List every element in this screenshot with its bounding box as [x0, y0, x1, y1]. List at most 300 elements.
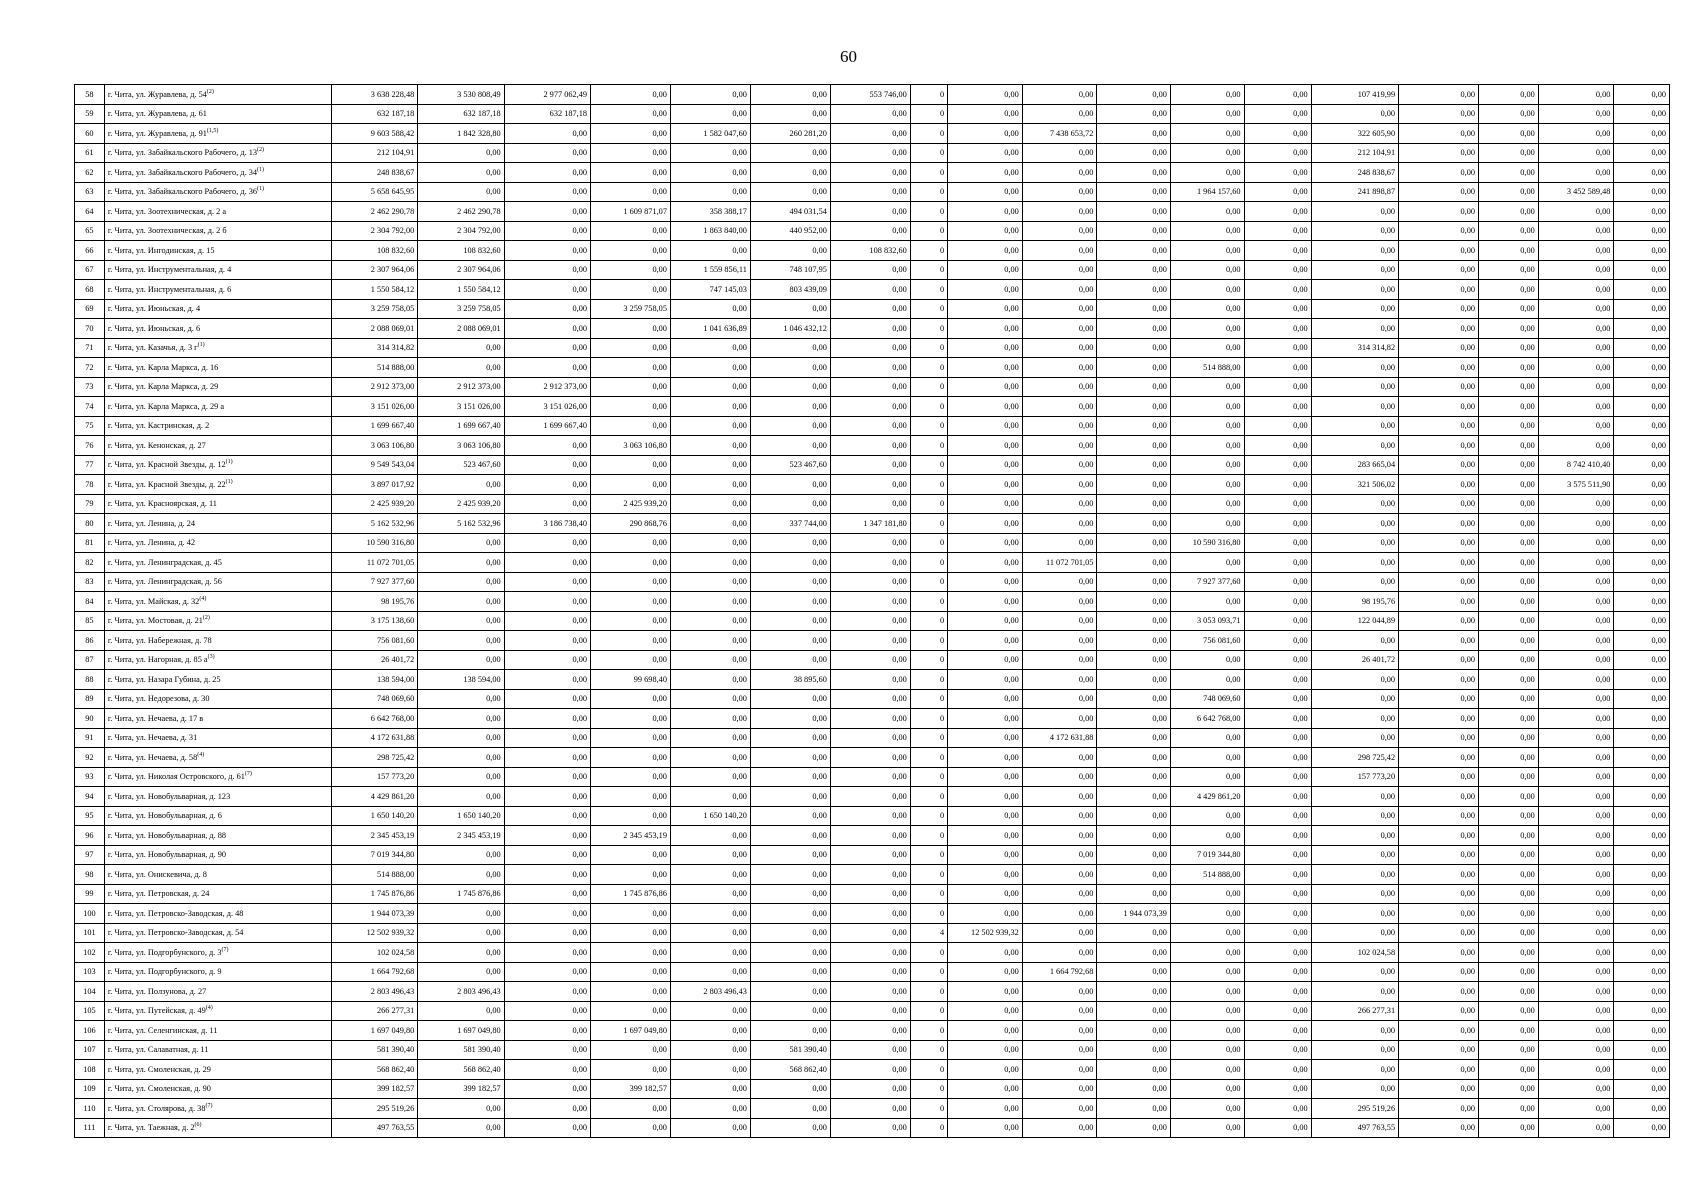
amount-cell: 212 104,91 [1311, 143, 1398, 163]
amount-cell: 0,00 [830, 1021, 910, 1041]
count-cell: 0 [910, 1099, 947, 1119]
amount-cell: 0,00 [1097, 1060, 1171, 1080]
amount-cell: 0,00 [750, 182, 830, 202]
amount-cell: 0,00 [1399, 319, 1479, 339]
amount-cell: 0,00 [830, 670, 910, 690]
amount-cell: 0,00 [1244, 1118, 1311, 1138]
amount-cell: 2 345 453,19 [418, 826, 504, 846]
amount-cell: 4 429 861,20 [1170, 787, 1244, 807]
count-cell: 0 [910, 1021, 947, 1041]
amount-cell: 0,00 [1244, 182, 1311, 202]
amount-cell: 0,00 [1479, 377, 1539, 397]
amount-cell: 0,00 [830, 1060, 910, 1080]
amount-cell: 0,00 [504, 709, 590, 729]
amount-cell: 0,00 [948, 982, 1023, 1002]
table-row [75, 592, 1670, 612]
row-number: 84 [75, 592, 105, 612]
footnote-mark: (4) [197, 751, 205, 758]
address-text: г. Чита, ул. Таежная, д. 2 [107, 1123, 195, 1133]
amount-cell: 0,00 [670, 1118, 750, 1138]
table-row [75, 806, 1670, 826]
amount-cell: 0,00 [418, 865, 504, 885]
amount-cell: 0,00 [504, 748, 590, 768]
amount-cell: 0,00 [591, 572, 671, 592]
amount-cell: 0,00 [1244, 85, 1311, 105]
row-number: 105 [75, 1001, 105, 1021]
amount-cell: 0,00 [750, 689, 830, 709]
amount-cell: 0,00 [830, 689, 910, 709]
amount-cell: 0,00 [1311, 377, 1398, 397]
amount-cell: 0,00 [1170, 767, 1244, 787]
amount-cell: 0,00 [1097, 553, 1171, 573]
count-cell: 0 [910, 1001, 947, 1021]
amount-cell: 3 530 808,49 [418, 85, 504, 105]
amount-cell: 0,00 [504, 241, 590, 261]
amount-cell: 0,00 [1097, 806, 1171, 826]
amount-cell: 0,00 [1097, 689, 1171, 709]
amount-cell: 0,00 [750, 982, 830, 1002]
amount-cell: 0,00 [1614, 670, 1670, 690]
amount-cell: 0,00 [1244, 904, 1311, 924]
amount-cell: 0,00 [1538, 767, 1614, 787]
amount-cell: 0,00 [830, 1099, 910, 1119]
amount-cell: 0,00 [1614, 553, 1670, 573]
table-row [75, 514, 1670, 534]
amount-cell: 0,00 [504, 1040, 590, 1060]
amount-cell: 632 187,18 [418, 104, 504, 124]
amount-cell: 0,00 [1170, 982, 1244, 1002]
amount-cell: 2 803 496,43 [331, 982, 417, 1002]
amount-cell: 0,00 [1097, 260, 1171, 280]
amount-cell: 0,00 [1399, 904, 1479, 924]
amount-cell: 0,00 [591, 241, 671, 261]
address-cell [104, 1118, 331, 1138]
amount-cell: 0,00 [504, 806, 590, 826]
amount-cell: 0,00 [1170, 806, 1244, 826]
amount-cell: 0,00 [1311, 689, 1398, 709]
amount-cell: 108 832,60 [418, 241, 504, 261]
amount-cell: 0,00 [948, 319, 1023, 339]
amount-cell: 0,00 [1614, 280, 1670, 300]
amount-cell: 632 187,18 [504, 104, 590, 124]
table-row [75, 748, 1670, 768]
amount-cell: 0,00 [1170, 884, 1244, 904]
amount-cell: 0,00 [504, 923, 590, 943]
amount-cell: 0,00 [1170, 514, 1244, 534]
amount-cell: 0,00 [1479, 1099, 1539, 1119]
amount-cell: 0,00 [1097, 397, 1171, 417]
address-text: г. Чита, ул. Столярова, д. 38 [107, 1103, 206, 1113]
amount-cell: 0,00 [504, 358, 590, 378]
amount-cell: 0,00 [591, 163, 671, 183]
amount-cell: 7 927 377,60 [331, 572, 417, 592]
amount-cell: 0,00 [1538, 748, 1614, 768]
amount-cell: 0,00 [948, 767, 1023, 787]
count-cell: 0 [910, 670, 947, 690]
repair-cost-table [74, 84, 1670, 1138]
amount-cell: 0,00 [504, 553, 590, 573]
amount-cell: 0,00 [1399, 748, 1479, 768]
amount-cell: 0,00 [948, 748, 1023, 768]
amount-cell: 0,00 [948, 436, 1023, 456]
footnote-mark: (7) [221, 946, 229, 953]
amount-cell: 0,00 [1479, 962, 1539, 982]
amount-cell: 0,00 [1244, 280, 1311, 300]
address-text: г. Чита, ул. Кенонская, д. 27 [107, 440, 206, 450]
amount-cell: 0,00 [1170, 494, 1244, 514]
address-text: г. Чита, ул. Новобульварная, д. 88 [107, 830, 227, 840]
amount-cell: 0,00 [1479, 767, 1539, 787]
amount-cell: 0,00 [504, 650, 590, 670]
count-cell: 0 [910, 124, 947, 144]
amount-cell: 3 259 758,05 [418, 299, 504, 319]
amount-cell: 0,00 [1614, 1021, 1670, 1041]
address-text: г. Чита, ул. Онискевича, д. 8 [107, 869, 207, 879]
table-row [75, 397, 1670, 417]
amount-cell: 0,00 [830, 397, 910, 417]
amount-cell: 0,00 [1097, 748, 1171, 768]
amount-cell: 0,00 [1097, 514, 1171, 534]
amount-cell: 3 897 017,92 [331, 475, 417, 495]
amount-cell: 0,00 [1399, 1099, 1479, 1119]
amount-cell: 0,00 [1311, 1079, 1398, 1099]
address-cell [104, 475, 331, 495]
amount-cell: 2 803 496,43 [670, 982, 750, 1002]
amount-cell: 0,00 [1097, 182, 1171, 202]
amount-cell: 0,00 [1170, 85, 1244, 105]
address-text: г. Чита, ул. Забайкальского Рабочего, д. 13 [107, 148, 258, 158]
count-cell: 0 [910, 241, 947, 261]
amount-cell: 0,00 [1022, 319, 1097, 339]
amount-cell: 0,00 [1170, 319, 1244, 339]
address-cell [104, 689, 331, 709]
address-cell [104, 202, 331, 222]
address-cell [104, 611, 331, 631]
amount-cell: 0,00 [1244, 338, 1311, 358]
amount-cell: 0,00 [948, 143, 1023, 163]
amount-cell: 3 186 738,40 [504, 514, 590, 534]
amount-cell: 0,00 [1244, 319, 1311, 339]
amount-cell: 0,00 [1311, 1060, 1398, 1080]
amount-cell: 0,00 [670, 826, 750, 846]
amount-cell: 0,00 [670, 650, 750, 670]
amount-cell: 0,00 [948, 689, 1023, 709]
amount-cell: 0,00 [1244, 748, 1311, 768]
amount-cell: 0,00 [1244, 1021, 1311, 1041]
amount-cell: 0,00 [1614, 163, 1670, 183]
amount-cell: 1 650 140,20 [670, 806, 750, 826]
amount-cell: 0,00 [1311, 533, 1398, 553]
amount-cell: 0,00 [1022, 865, 1097, 885]
amount-cell: 0,00 [1614, 982, 1670, 1002]
address-text: г. Чита, ул. Журавлева, д. 91 [107, 128, 207, 138]
table-row [75, 475, 1670, 495]
amount-cell: 0,00 [1399, 260, 1479, 280]
row-number: 79 [75, 494, 105, 514]
table-row [75, 709, 1670, 729]
amount-cell: 0,00 [1538, 826, 1614, 846]
amount-cell: 0,00 [1479, 826, 1539, 846]
amount-cell: 0,00 [1614, 943, 1670, 963]
amount-cell: 1 699 667,40 [331, 416, 417, 436]
amount-cell: 0,00 [1097, 221, 1171, 241]
amount-cell: 0,00 [948, 124, 1023, 144]
amount-cell: 0,00 [1614, 1001, 1670, 1021]
amount-cell: 0,00 [1244, 806, 1311, 826]
amount-cell: 0,00 [591, 260, 671, 280]
amount-cell: 3 151 026,00 [331, 397, 417, 417]
amount-cell: 0,00 [1311, 553, 1398, 573]
amount-cell: 0,00 [1244, 494, 1311, 514]
address-cell [104, 982, 331, 1002]
amount-cell: 0,00 [1479, 533, 1539, 553]
amount-cell: 26 401,72 [1311, 650, 1398, 670]
amount-cell: 0,00 [1311, 826, 1398, 846]
amount-cell: 0,00 [1097, 202, 1171, 222]
amount-cell: 11 072 701,05 [331, 553, 417, 573]
amount-cell: 0,00 [504, 338, 590, 358]
row-number: 92 [75, 748, 105, 768]
amount-cell: 0,00 [1479, 416, 1539, 436]
amount-cell: 0,00 [948, 182, 1023, 202]
amount-cell: 0,00 [1614, 221, 1670, 241]
amount-cell: 1 582 047,60 [670, 124, 750, 144]
amount-cell: 0,00 [1399, 494, 1479, 514]
amount-cell: 0,00 [1097, 611, 1171, 631]
amount-cell: 0,00 [750, 943, 830, 963]
amount-cell: 0,00 [1538, 553, 1614, 573]
amount-cell: 0,00 [504, 1021, 590, 1041]
amount-cell: 0,00 [1311, 494, 1398, 514]
amount-cell: 0,00 [1614, 436, 1670, 456]
amount-cell: 0,00 [1479, 689, 1539, 709]
amount-cell: 0,00 [1170, 260, 1244, 280]
amount-cell: 0,00 [830, 631, 910, 651]
amount-cell: 0,00 [504, 826, 590, 846]
amount-cell: 0,00 [1244, 611, 1311, 631]
amount-cell: 0,00 [830, 104, 910, 124]
amount-cell: 0,00 [504, 143, 590, 163]
amount-cell: 0,00 [418, 631, 504, 651]
amount-cell: 0,00 [1399, 631, 1479, 651]
count-cell: 0 [910, 884, 947, 904]
amount-cell: 0,00 [750, 104, 830, 124]
amount-cell: 0,00 [1022, 709, 1097, 729]
amount-cell: 0,00 [1170, 475, 1244, 495]
amount-cell: 260 281,20 [750, 124, 830, 144]
footnote-mark: (1) [197, 342, 205, 349]
amount-cell: 0,00 [1170, 241, 1244, 261]
amount-cell: 0,00 [1399, 689, 1479, 709]
amount-cell: 0,00 [1311, 806, 1398, 826]
count-cell: 0 [910, 826, 947, 846]
amount-cell: 0,00 [1097, 865, 1171, 885]
amount-cell: 0,00 [591, 397, 671, 417]
amount-cell: 0,00 [591, 689, 671, 709]
amount-cell: 0,00 [830, 299, 910, 319]
amount-cell: 0,00 [948, 533, 1023, 553]
amount-cell: 0,00 [1244, 260, 1311, 280]
count-cell: 0 [910, 767, 947, 787]
amount-cell: 523 467,60 [750, 455, 830, 475]
amount-cell: 0,00 [830, 338, 910, 358]
amount-cell: 0,00 [1399, 416, 1479, 436]
amount-cell: 0,00 [1022, 182, 1097, 202]
row-number: 60 [75, 124, 105, 144]
amount-cell: 0,00 [1097, 884, 1171, 904]
amount-cell: 0,00 [504, 124, 590, 144]
amount-cell: 0,00 [1311, 514, 1398, 534]
amount-cell: 0,00 [1311, 670, 1398, 690]
count-cell: 0 [910, 982, 947, 1002]
amount-cell: 0,00 [830, 358, 910, 378]
address-cell [104, 299, 331, 319]
amount-cell: 0,00 [1022, 1060, 1097, 1080]
amount-cell: 0,00 [1399, 280, 1479, 300]
amount-cell: 0,00 [830, 416, 910, 436]
row-number: 103 [75, 962, 105, 982]
amount-cell: 3 259 758,05 [331, 299, 417, 319]
address-cell [104, 1040, 331, 1060]
amount-cell: 0,00 [1538, 611, 1614, 631]
amount-cell: 2 912 373,00 [418, 377, 504, 397]
amount-cell: 0,00 [1479, 884, 1539, 904]
amount-cell: 0,00 [1311, 1040, 1398, 1060]
address-cell [104, 865, 331, 885]
amount-cell: 0,00 [591, 416, 671, 436]
count-cell: 0 [910, 319, 947, 339]
amount-cell: 0,00 [1538, 163, 1614, 183]
amount-cell: 399 182,57 [418, 1079, 504, 1099]
amount-cell: 0,00 [1538, 202, 1614, 222]
amount-cell: 0,00 [591, 982, 671, 1002]
amount-cell: 0,00 [1479, 514, 1539, 534]
amount-cell: 0,00 [948, 650, 1023, 670]
table-row [75, 553, 1670, 573]
amount-cell: 0,00 [1022, 280, 1097, 300]
amount-cell: 0,00 [750, 826, 830, 846]
table-row [75, 104, 1670, 124]
amount-cell: 0,00 [1170, 377, 1244, 397]
amount-cell: 0,00 [1614, 884, 1670, 904]
address-text: г. Чита, ул. Новобульварная, д. 6 [107, 811, 222, 821]
address-text: г. Чита, ул. Ингодинская, д. 15 [107, 245, 215, 255]
amount-cell: 0,00 [1479, 748, 1539, 768]
amount-cell: 0,00 [1097, 377, 1171, 397]
amount-cell: 0,00 [1399, 592, 1479, 612]
amount-cell: 0,00 [948, 1021, 1023, 1041]
amount-cell: 0,00 [1479, 1001, 1539, 1021]
amount-cell: 0,00 [1244, 104, 1311, 124]
amount-cell: 1 697 049,80 [591, 1021, 671, 1041]
amount-cell: 266 277,31 [1311, 1001, 1398, 1021]
amount-cell: 0,00 [1479, 631, 1539, 651]
amount-cell: 266 277,31 [331, 1001, 417, 1021]
amount-cell: 0,00 [1399, 650, 1479, 670]
table-row [75, 1099, 1670, 1119]
amount-cell: 0,00 [670, 592, 750, 612]
amount-cell: 0,00 [1479, 163, 1539, 183]
amount-cell: 0,00 [1097, 319, 1171, 339]
address-text: г. Чита, ул. Казачья, д. 3 г [107, 343, 198, 353]
amount-cell: 0,00 [670, 631, 750, 651]
amount-cell: 0,00 [1170, 1099, 1244, 1119]
row-number: 66 [75, 241, 105, 261]
row-number: 96 [75, 826, 105, 846]
row-number: 94 [75, 787, 105, 807]
amount-cell: 0,00 [948, 1060, 1023, 1080]
amount-cell: 0,00 [504, 572, 590, 592]
amount-cell: 0,00 [1097, 455, 1171, 475]
amount-cell: 0,00 [1097, 338, 1171, 358]
amount-cell: 0,00 [1244, 358, 1311, 378]
amount-cell: 0,00 [504, 1099, 590, 1119]
amount-cell: 0,00 [418, 962, 504, 982]
amount-cell: 321 506,02 [1311, 475, 1398, 495]
amount-cell: 0,00 [1538, 923, 1614, 943]
amount-cell: 2 307 964,06 [331, 260, 417, 280]
amount-cell: 0,00 [1479, 299, 1539, 319]
amount-cell: 0,00 [1399, 826, 1479, 846]
table-row [75, 377, 1670, 397]
amount-cell: 0,00 [1614, 533, 1670, 553]
address-cell [104, 748, 331, 768]
amount-cell: 0,00 [1170, 124, 1244, 144]
table-row [75, 358, 1670, 378]
amount-cell: 0,00 [750, 553, 830, 573]
amount-cell: 0,00 [670, 670, 750, 690]
amount-cell: 0,00 [1614, 416, 1670, 436]
amount-cell: 0,00 [1022, 494, 1097, 514]
amount-cell: 4 429 861,20 [331, 787, 417, 807]
address-cell [104, 319, 331, 339]
amount-cell: 0,00 [1399, 124, 1479, 144]
amount-cell: 0,00 [1399, 85, 1479, 105]
amount-cell: 0,00 [1311, 728, 1398, 748]
row-number: 104 [75, 982, 105, 1002]
amount-cell: 0,00 [1170, 1118, 1244, 1138]
amount-cell: 0,00 [670, 1001, 750, 1021]
footnote-mark: (2) [206, 88, 214, 95]
amount-cell: 0,00 [1244, 436, 1311, 456]
amount-cell: 0,00 [504, 884, 590, 904]
amount-cell: 0,00 [1399, 338, 1479, 358]
amount-cell: 0,00 [1614, 104, 1670, 124]
amount-cell: 0,00 [948, 670, 1023, 690]
address-text: г. Чита, ул. Инструментальная, д. 6 [107, 284, 232, 294]
amount-cell: 0,00 [830, 884, 910, 904]
count-cell: 0 [910, 572, 947, 592]
address-cell [104, 436, 331, 456]
address-text: г. Чита, ул. Журавлева, д. 61 [107, 109, 207, 119]
amount-cell: 0,00 [1479, 202, 1539, 222]
amount-cell: 0,00 [1479, 865, 1539, 885]
table-row [75, 241, 1670, 261]
amount-cell: 298 725,42 [1311, 748, 1398, 768]
address-cell [104, 494, 331, 514]
count-cell: 0 [910, 397, 947, 417]
footnote-mark: (1) [225, 459, 233, 466]
amount-cell: 0,00 [1244, 553, 1311, 573]
row-number: 76 [75, 436, 105, 456]
amount-cell: 0,00 [1538, 514, 1614, 534]
amount-cell: 0,00 [1170, 416, 1244, 436]
amount-cell: 108 832,60 [331, 241, 417, 261]
amount-cell: 0,00 [670, 845, 750, 865]
footnote-mark: (4) [205, 1005, 213, 1012]
amount-cell: 3 452 589,48 [1538, 182, 1614, 202]
amount-cell: 0,00 [1538, 1021, 1614, 1041]
